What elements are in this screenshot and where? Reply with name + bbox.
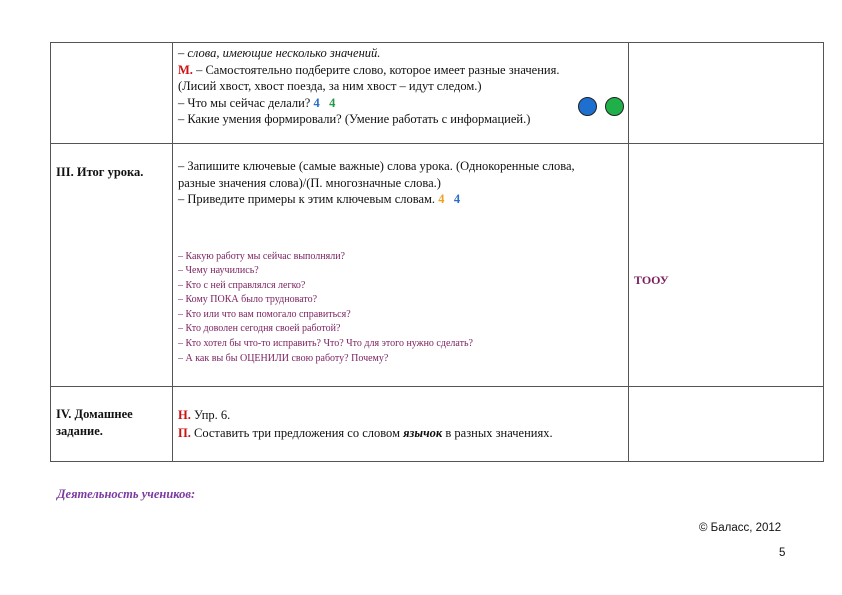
stage-label: III. Итог урока.: [56, 165, 144, 179]
text-line: П. Составить три предложения со словом язычок в разных значениях.: [178, 426, 553, 440]
score-number: 4: [313, 95, 320, 110]
lesson-table: [50, 42, 824, 462]
page-number: 5: [779, 547, 786, 559]
text-line: разные значения слова)/(П. многозначные слова.): [178, 175, 441, 190]
text-line: Н. Упр. 6.: [178, 408, 231, 422]
green-circle-icon: [605, 97, 624, 116]
text-line: – Запишите ключевые (самые важные) слова урока. (Однокоренные слова,: [178, 159, 575, 173]
score-number: 4: [329, 95, 336, 110]
list-item: – Кто хотел бы что-то исправить? Что? Что для этого нужно сделать?: [178, 338, 473, 350]
content-text: [173, 144, 628, 208]
activity-label: Деятельность учеников:: [57, 487, 196, 501]
stage-cell: [51, 43, 173, 144]
text-line: – Какие умения формировали? (Умение работать с информацией.): [178, 112, 531, 126]
content-text: [173, 43, 628, 128]
list-item: – Какую работу мы сейчас выполняли?: [178, 250, 345, 262]
content-cell: [173, 43, 629, 144]
list-item: – Чему научились?: [178, 265, 259, 277]
stage-label: IV. Домашнее задание.: [56, 407, 133, 438]
text-line: М. – Самостоятельно подберите слово, которое имеет разные значения.: [178, 62, 560, 77]
score-number: 4: [438, 192, 445, 206]
reflection-questions: [173, 208, 628, 367]
list-item: – Кто с ней справлялся легко?: [178, 279, 306, 291]
score-number: 4: [453, 192, 461, 206]
speaker-marker: М.: [178, 62, 193, 77]
note-cell: [629, 387, 824, 462]
list-item: – Кому ПОКА было трудновато?: [178, 294, 318, 306]
stage-cell: [51, 144, 173, 387]
list-item: – Кто доволен сегодня своей работой?: [178, 323, 341, 335]
blue-circle-icon: [578, 97, 597, 116]
stage-cell: [51, 387, 173, 462]
stage-label: [51, 43, 172, 63]
table-row: [51, 43, 824, 144]
table-row: [51, 144, 824, 387]
color-dots: [570, 97, 624, 116]
note-cell: [629, 43, 824, 144]
note-text: ТООУ: [634, 273, 669, 287]
speaker-marker: П.: [178, 426, 191, 440]
content-cell: [173, 387, 629, 462]
text-line: – Приведите примеры к этим ключевым словам. 4 4: [178, 192, 461, 206]
content-text: [173, 387, 628, 442]
note-cell: [629, 144, 824, 387]
content-cell: [173, 144, 629, 387]
list-item: – А как вы бы ОЦЕНИЛИ свою работу? Почему?: [178, 352, 389, 364]
speaker-marker: Н.: [178, 408, 191, 422]
text-line: (Лисий хвост, хвост поезда, за ним хвост – идут следом.): [178, 79, 482, 93]
table-row: [51, 387, 824, 462]
text-line: – Что мы сейчас делали? 4 4: [178, 95, 336, 110]
keyword: язычок: [403, 426, 443, 440]
list-item: – Кто или что вам помогало справиться?: [178, 308, 351, 320]
text-line: – слова, имеющие несколько значений.: [178, 46, 381, 60]
copyright: © Баласс, 2012: [699, 522, 782, 534]
